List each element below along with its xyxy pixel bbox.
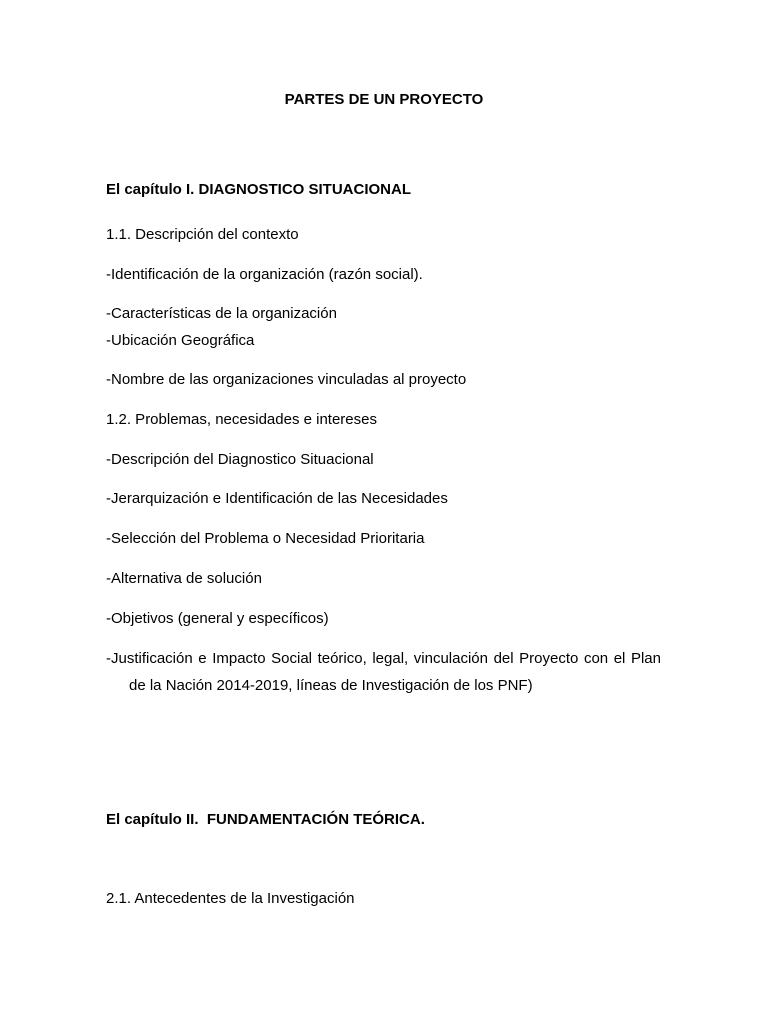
list-item: -Ubicación Geográfica bbox=[106, 332, 255, 349]
list-item: -Alternativa de solución bbox=[106, 570, 262, 587]
justification-line-2: de la Nación 2014-2019, líneas de Investigación de los PNF) bbox=[129, 677, 533, 694]
chapter1-heading: El capítulo I. DIAGNOSTICO SITUACIONAL bbox=[106, 181, 412, 198]
section-1-2: 1.2. Problemas, necesidades e intereses bbox=[106, 411, 377, 428]
justification-line-1: -Justificación e Impacto Social teórico, legal, vinculación del Proyecto con el Plan bbox=[106, 650, 661, 667]
list-item: -Identificación de la organización (razón social). bbox=[106, 266, 423, 283]
document-title: PARTES DE UN PROYECTO bbox=[284, 91, 484, 108]
list-item: -Selección del Problema o Necesidad Prioritaria bbox=[106, 530, 425, 547]
section-2-1: 2.1. Antecedentes de la Investigación bbox=[106, 890, 355, 907]
list-item: -Características de la organización bbox=[106, 305, 337, 322]
list-item: -Nombre de las organizaciones vinculadas al proyecto bbox=[106, 371, 467, 388]
list-item: -Jerarquización e Identificación de las Necesidades bbox=[106, 490, 448, 507]
list-item: -Objetivos (general y específicos) bbox=[106, 610, 329, 627]
section-1-1: 1.1. Descripción del contexto bbox=[106, 226, 299, 243]
list-item: -Descripción del Diagnostico Situacional bbox=[106, 451, 374, 468]
chapter2-heading: El capítulo II. FUNDAMENTACIÓN TEÓRICA. bbox=[106, 811, 425, 828]
